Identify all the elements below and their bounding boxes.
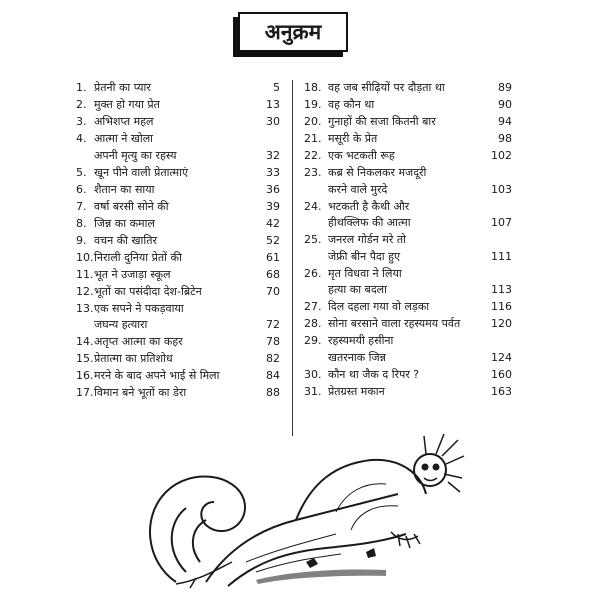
toc-entry-page: 163 [491, 384, 512, 398]
toc-entry [76, 368, 280, 385]
toc-entry-title: निराली दुनिया प्रेतों की [94, 250, 182, 264]
toc-entry-title: कौन था जैक द रिपर ? [328, 367, 420, 381]
toc-entry-number: 30. [304, 367, 322, 381]
toc-entry-number: 13. [76, 301, 94, 315]
toc-entry-title: भूत ने उजाड़ा स्कूल [94, 267, 171, 281]
toc-entry-page: 103 [491, 182, 512, 196]
toc-entry [76, 131, 280, 164]
toc-entry-title: मसूरी के प्रेत [328, 132, 378, 145]
toc-entry [304, 131, 512, 148]
toc-entry-number: 18. [304, 81, 322, 94]
toc-entry [76, 284, 280, 301]
toc-entry-title: वचन की खातिर [94, 233, 157, 247]
toc-entry [304, 148, 512, 165]
toc-entry-title: प्रेतात्मा का प्रतिशोध [94, 352, 173, 365]
toc-entry [304, 232, 512, 265]
toc-entry-page: 90 [498, 98, 512, 111]
toc-entry-title: मुक्त हो गया प्रेत [94, 98, 160, 111]
toc-entry-number: 3. [76, 115, 87, 128]
toc-entry-number: 9. [76, 233, 87, 247]
toc-entry-number: 28. [304, 317, 322, 330]
toc-entry [76, 233, 280, 250]
toc-entry-title: आत्मा ने खोला अपनी मृत्यु का रहस्य [94, 132, 177, 162]
toc-entry-page: 13 [266, 98, 280, 111]
toc-entry-title: कब्र से निकलकर मजदूरी करने वाले मुरदे [328, 166, 427, 196]
toc-entry-title: जिन्न का कमाल [94, 216, 155, 230]
toc-entry-number: 19. [304, 98, 322, 111]
toc-entry-number: 4. [76, 132, 87, 145]
toc-entry-title: एक सपने ने पकड़वाया जघन्य हत्यारा [94, 301, 184, 331]
toc-entry-page: 52 [266, 233, 280, 247]
column-divider [292, 80, 293, 436]
toc-entry-number: 29. [304, 334, 322, 347]
toc-entry-page: 33 [266, 165, 280, 179]
toc-entry-page: 111 [491, 249, 512, 263]
toc-entry-title: शैतान का साया [94, 182, 155, 196]
toc-entry-page: 78 [266, 335, 280, 348]
toc-entry-page: 84 [266, 369, 280, 382]
toc-entry [304, 80, 512, 97]
toc-entry [76, 182, 280, 199]
toc-entry-page: 116 [491, 300, 512, 313]
toc-entry-number: 22. [304, 149, 322, 162]
toc-entry-number: 15. [76, 352, 94, 365]
toc-left-column [76, 80, 280, 402]
toc-entry-number: 24. [304, 199, 322, 213]
toc-entry-page: 107 [491, 216, 512, 229]
toc-entry-title: दिल दहला गया वो लड़का [328, 300, 430, 313]
toc-entry-number: 10. [76, 250, 94, 264]
toc-entry [304, 266, 512, 299]
toc-entry-title: प्रेतनी का प्यार [94, 81, 151, 94]
toc-entry-number: 14. [76, 335, 94, 348]
toc-entry-page: 36 [266, 182, 280, 196]
toc-entry [76, 199, 280, 216]
toc-entry-number: 31. [304, 384, 322, 398]
toc-entry-page: 39 [266, 199, 280, 213]
toc-entry-number: 5. [76, 165, 87, 179]
toc-entry [304, 97, 512, 114]
toc-entry-page: 98 [498, 132, 512, 145]
toc-entry-title: अभिशप्त महल [94, 115, 154, 128]
toc-entry [76, 80, 280, 97]
toc-entry [304, 333, 512, 366]
toc-entry [304, 384, 512, 401]
toc-entry-page: 61 [266, 250, 280, 264]
toc-entry [304, 316, 512, 333]
toc-entry-page: 89 [498, 81, 512, 94]
toc-entry-title: वह कौन था [328, 98, 375, 111]
toc-entry-number: 25. [304, 233, 322, 246]
toc-entry-page: 124 [491, 350, 512, 364]
toc-entry [76, 267, 280, 284]
toc-entry-number: 17. [76, 386, 94, 399]
toc-entry-number: 7. [76, 199, 87, 213]
toc-entry-number: 27. [304, 300, 322, 313]
toc-entry [304, 299, 512, 316]
toc-entry-page: 120 [491, 317, 512, 330]
toc-entry-number: 23. [304, 166, 322, 179]
toc-entry-number: 1. [76, 81, 87, 94]
toc-entry-number: 21. [304, 132, 322, 145]
toc-entry [76, 334, 280, 351]
toc-entry-title: वर्षा बरसी सोने की [94, 199, 169, 213]
toc-entry [304, 367, 512, 384]
toc-entry [76, 301, 280, 334]
toc-entry-page: 70 [266, 284, 280, 298]
toc-right-column [304, 80, 512, 400]
toc-entry-page: 82 [266, 352, 280, 365]
toc-entry-number: 12. [76, 284, 94, 298]
toc-entry-title: भूतों का पसंदीदा देश-ब्रिटेन [94, 284, 202, 298]
toc-entry-title: रहस्यमयी हसीना खतरनाक जिन्न [328, 334, 394, 364]
toc-entry-title: एक भटकती रूह [328, 149, 395, 162]
toc-entry-number: 6. [76, 182, 87, 196]
toc-entry [76, 351, 280, 368]
toc-entry-title: सोना बरसाने वाला रहस्यमय पर्वत [328, 317, 461, 330]
toc-entry-title: गुनाहों की सजा कितनी बार [328, 115, 436, 128]
toc-entry-title: प्रेतग्रस्त मकान [328, 384, 385, 398]
toc-entry-page: 88 [266, 386, 280, 399]
toc-entry-page: 30 [266, 115, 280, 128]
toc-entry-number: 8. [76, 216, 87, 230]
toc-entry-page: 42 [266, 216, 280, 230]
toc-entry-title: खून पीने वाली प्रेतात्माएं [94, 165, 189, 179]
toc-entry [76, 97, 280, 114]
toc-entry-title: भटकती है कैथी और हीथक्लिफ की आत्मा [328, 199, 411, 229]
toc-entry-page: 68 [266, 267, 280, 281]
toc-entry-page: 113 [491, 283, 512, 296]
toc-entry-page: 72 [266, 318, 280, 331]
toc-entry-number: 2. [76, 98, 87, 111]
toc-entry [304, 165, 512, 198]
toc-entry-number: 20. [304, 115, 322, 128]
toc-entry-number: 16. [76, 369, 94, 382]
toc-entry-title: मरने के बाद अपने भाई से मिला [94, 369, 220, 382]
toc-entry-page: 94 [498, 115, 512, 128]
toc-entry-title: विमान बने भूतों का डेरा [94, 386, 187, 399]
toc-entry-page: 160 [491, 367, 512, 381]
toc-entry-page: 5 [273, 81, 280, 94]
page-title: अनुक्रम [238, 12, 348, 52]
toc-entry [304, 199, 512, 232]
toc-entry-title: वह जब सीढ़ियों पर दौड़ता था [328, 81, 445, 94]
toc-entry [76, 165, 280, 182]
toc-entry-title: जनरल गोर्डन मरे तो जेफ्री बीन पैदा हुए [328, 233, 406, 263]
toc-entry [76, 216, 280, 233]
toc-entry [304, 114, 512, 131]
toc-entry-title: मृत विधवा ने लिया हत्या का बदला [328, 266, 402, 296]
toc-entry [76, 385, 280, 402]
toc-entry [76, 250, 280, 267]
toc-entry-page: 102 [491, 149, 512, 162]
toc-entry-page: 32 [266, 148, 280, 162]
toc-entry-title: अतृप्त आत्मा का कहर [94, 335, 183, 348]
toc-entry-number: 11. [76, 267, 94, 281]
toc-entry-number: 26. [304, 266, 322, 280]
toc-entry [76, 114, 280, 131]
creature-illustration [136, 412, 466, 592]
